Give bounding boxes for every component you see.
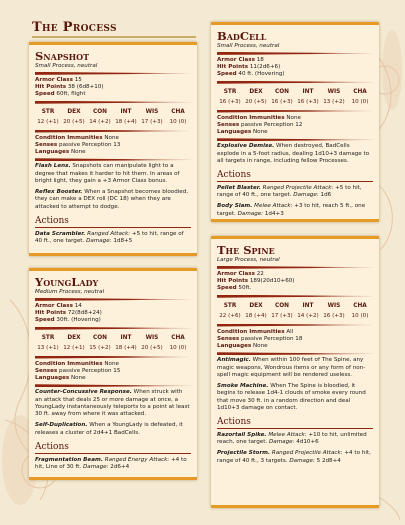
divider (35, 356, 191, 359)
condition-immunities: Condition Immunities None (35, 134, 119, 141)
armor-class: Armor Class 18 (217, 56, 264, 63)
divider (35, 384, 191, 387)
speed: Speed 40 ft. (Hovering) (217, 71, 285, 78)
actions-heading: Actions (217, 417, 373, 429)
hit-points: Hit Points 38 (6d8+10) (35, 84, 104, 91)
speed: Speed 50ft. (217, 285, 252, 292)
divider (35, 130, 191, 133)
monster-subtitle: Medium Process, neutral (35, 288, 105, 295)
senses: Senses passive Perception 12 (217, 121, 303, 128)
actions-heading: Actions (217, 170, 373, 182)
hit-points: Hit Points 11(2d6+6) (217, 64, 281, 71)
statblock-snapshot (29, 42, 197, 256)
senses: Senses passive Perception 15 (35, 367, 121, 374)
armor-class: Armor Class 14 (35, 302, 82, 309)
armor-class: Armor Class 15 (35, 76, 82, 83)
title-rule (32, 36, 196, 38)
divider (35, 101, 191, 104)
languages: Languages None (35, 149, 86, 156)
divider (217, 138, 373, 141)
ability-scores: STR DEX CON INT WIS CHA 22 (+6) 18 (+4) 17 (+3) 14 (+2) 16 (+3) 10 (0) (219, 302, 369, 320)
languages: Languages None (35, 375, 86, 382)
hit-points: Hit Points 189(20d10+60) (217, 278, 295, 285)
trait: Smoke Machine. When The Spine is bloodied, it begins to release 1d4-1 clouds of smoke every round that move 30 ft. in a random direction and deal 1d10+3 damage on contact. (217, 383, 366, 411)
actions-heading: Actions (35, 216, 191, 228)
page-title: The Process (32, 20, 117, 35)
ability-scores: STR DEX CON INT WIS CHA 16 (+3) 20 (+5) 16 (+3) 16 (+3) 13 (+2) 10 (0) (219, 88, 369, 106)
ability-scores: STR DEX CON INT WIS CHA 12 (+1) 20 (+5) 14 (+2) 18 (+4) 17 (+3) 10 (0) (37, 108, 187, 126)
armor-class: Armor Class 22 (217, 270, 264, 277)
trait: Antimagic. When within 100 feet of The Spine, any magic weapons, Wondrous items or any form of non-spell magic equipment will be rendered useless. (217, 357, 366, 378)
divider (35, 72, 191, 75)
trait: Explosive Demise. When destroyed, BadCells explode in a 5-foot radius, dealing 1d10+3 damage to all targets in range, including fellow Processes. (217, 143, 370, 164)
divider (35, 158, 191, 161)
trait: Self-Duplication. When a YoungLady is defeated, it releases a cluster of 2d4+1 BadCells. (35, 422, 183, 436)
languages: Languages None (217, 343, 268, 350)
trait: Reflex Booster. When a Snapshot becomes bloodied, they can make a DEX roll (DC 18) when they are attacked to attempt to dodge. (35, 189, 189, 210)
divider (35, 298, 191, 301)
senses: Senses passive Perception 13 (35, 141, 121, 148)
divider (217, 52, 373, 55)
action: Fragmentation Beam. Ranged Energy Attack: +4 to hit, Line of 30 ft. Damage: 2d6+4 (35, 456, 187, 470)
action: Data Scrambler. Ranged Attack: +5 to hit, range of 40 ft., one target. Damage: 1d8+5 (35, 230, 184, 244)
monster-name: The Spine (217, 243, 275, 257)
monster-name: YoungLady (35, 275, 99, 289)
speed: Speed 30ft. (Hovering) (35, 317, 101, 324)
statblock-badcell (211, 22, 379, 222)
divider (217, 266, 373, 269)
monster-subtitle: Small Process, neutral (35, 62, 98, 69)
action: Razortail Spike. Melee Attack: +10 to hit, unlimited reach, one target. Damage: 4d10+6 (217, 431, 367, 446)
divider (217, 324, 373, 327)
ability-scores: STR DEX CON INT WIS CHA 13 (+1) 12 (+1) 15 (+2) 18 (+4) 20 (+5) 10 (0) (37, 334, 187, 352)
action: Pellet Blaster. Ranged Projectile Attack: +5 to hit, range of 40 ft., one target. Damage: 1d6 (217, 184, 362, 199)
monster-name: BadCell (217, 29, 267, 43)
languages: Languages None (217, 129, 268, 136)
condition-immunities: Condition Immunities All (217, 328, 294, 335)
trait: Counter-Concussive Response. When struck with an attack that deals 25 or more damage at once, a YoungLady instantaneously teleports to a point at least 30 ft. away from where it was attacked. (35, 389, 190, 418)
divider (217, 352, 373, 355)
senses: Senses passive Perception 18 (217, 335, 303, 342)
actions-heading: Actions (35, 442, 191, 454)
condition-immunities: Condition Immunities None (35, 360, 119, 367)
hit-points: Hit Points 72(8d8+24) (35, 310, 102, 317)
speed: Speed 60ft, flight (35, 91, 86, 98)
action: Body Slam. Melee Attack: +3 to hit, reach 5 ft., one target. Damage: 1d4+3 (217, 203, 366, 217)
divider (35, 327, 191, 330)
monster-name: Snapshot (35, 49, 90, 63)
trait: Flash Lens. Snapshots can manipulate light to a degree that makes it harder to hit them. In areas of bright light, they gain a +3 Armor Class bonus. (35, 163, 180, 184)
statblock-younglady (29, 268, 197, 480)
condition-immunities: Condition Immunities None (217, 114, 301, 121)
divider (217, 295, 373, 298)
monster-subtitle: Small Process, neutral (217, 42, 280, 49)
divider (217, 81, 373, 84)
statblock-the-spine (211, 236, 379, 508)
divider (217, 110, 373, 113)
action: Projectile Storm. Ranged Projectile Attack: +4 to hit, range of 40 ft., 3 targets. Damage: 5 2d8+4 (217, 450, 371, 464)
monster-subtitle: Large Process, neutral (217, 256, 280, 263)
